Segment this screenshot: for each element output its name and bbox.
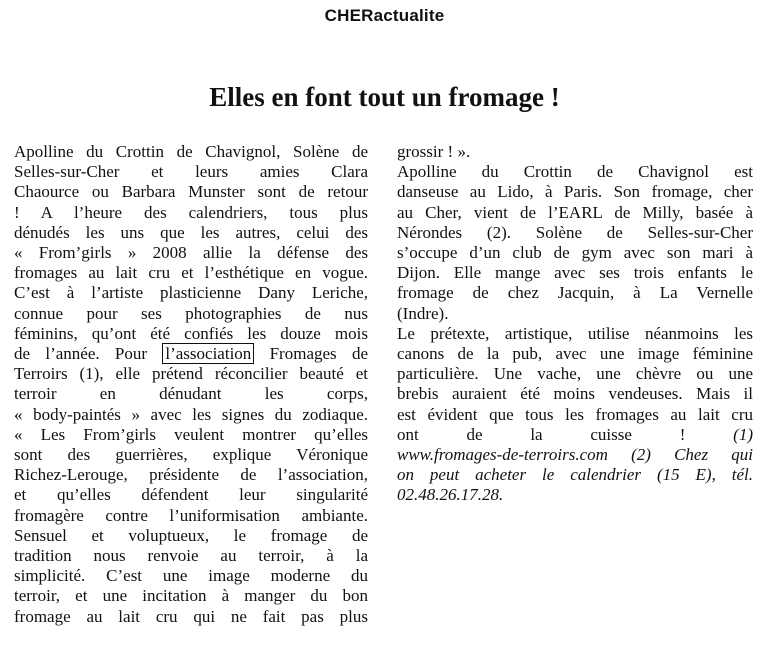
source-note-line: 02.48.26.17.28.	[397, 485, 504, 505]
text-line: Terroirs (1), elle prétend réconcilier beauté et	[14, 364, 368, 384]
text-line: dénudés les uns que les autres, celui des	[14, 222, 368, 242]
text-line: danseuse au Lido, à Paris. Son fromage, cher	[397, 182, 753, 202]
text-line: fromage de chez Jacquin, à La Vernelle	[397, 283, 753, 303]
article-title: Elles en font tout un fromage !	[209, 82, 560, 112]
text-line: fromages au lait cru et l’esthétique en vogue.	[14, 263, 368, 283]
text-line: au Cher, vient de l’EARL de Milly, basée à	[397, 202, 753, 222]
text-line: brebis auraient été moins vendeuses. Mais il	[397, 384, 753, 404]
source-note-line: on peut acheter le calendrier (15 E), tél.	[397, 465, 753, 485]
text-line: Apolline du Crottin de Chavignol est	[397, 162, 753, 182]
text-line: sont des guerrières, explique Véronique	[14, 445, 368, 465]
text-line: connue pour ses photographies de nus	[14, 303, 368, 323]
publication-header: CHERactualite	[324, 6, 445, 25]
text-line: fromagère contre l’uniformisation ambiante.	[14, 505, 368, 525]
article-column-left	[14, 142, 368, 627]
association-highlight: l’association	[162, 343, 254, 364]
text-line: ! A l’heure des calendriers, tous plus	[14, 202, 368, 222]
text-line: canons de la pub, avec une image féminine	[397, 344, 753, 364]
text-line: est évident que tous les fromages au lait cru	[397, 404, 753, 424]
text-line: Sensuel et voluptueux, le fromage de	[14, 525, 368, 545]
text-line: terroir, et une incitation à manger du bon	[14, 586, 368, 606]
text-line: « body-paintés » avec les signes du zodiaque.	[14, 404, 368, 424]
text-line: grossir ! ».	[397, 142, 471, 161]
source-note-line: www.fromages-de-terroirs.com (2) Chez qui	[397, 445, 753, 465]
text-line: s’occupe d’un club de gym avec son mari à	[397, 243, 753, 263]
text-line: féminins, qu’ont été confiés les douze mois	[14, 323, 368, 343]
article-column-right	[397, 142, 753, 506]
text-line: Richez-Lerouge, présidente de l’association,	[14, 465, 368, 485]
text-line: (Indre).	[397, 303, 449, 323]
text-line: particulière. Une vache, une chèvre ou une	[397, 364, 753, 384]
text-segment: de l’année. Pour	[14, 344, 163, 364]
text-segment: Fromages de	[254, 344, 369, 364]
text-line: C’est à l’artiste plasticienne Dany Leriche,	[14, 283, 368, 303]
text-line: Nérondes (2). Solène de Selles-sur-Cher	[397, 222, 753, 242]
text-line: Dijon. Elle mange avec ses trois enfants le	[397, 263, 753, 283]
text-line: simplicité. C’est une image moderne du	[14, 566, 368, 586]
text-line	[397, 425, 753, 445]
text-line: tradition nous renvoie au terroir, à la	[14, 546, 368, 566]
text-line: Le prétexte, artistique, utilise néanmoins les	[397, 323, 753, 343]
text-line: Apolline du Crottin de Chavignol, Solène de	[14, 142, 368, 161]
text-line: « From’girls » 2008 allie la défense des	[14, 243, 368, 263]
text-line: « Les From’girls veulent montrer qu’elles	[14, 424, 368, 444]
text-line: et qu’elles défendent leur singularité	[14, 485, 368, 505]
text-line: terroir en dénudant les corps,	[14, 384, 368, 404]
text-line: fromage au lait cru qui ne fait pas plus	[14, 606, 368, 626]
text-segment: ont de la cuisse !	[397, 424, 734, 444]
text-line: Chaource ou Barbara Munster sont de retour	[14, 182, 368, 202]
footnote-ref: (1)	[733, 424, 753, 444]
text-line: Selles-sur-Cher et leurs amies Clara	[14, 162, 368, 182]
text-line	[14, 344, 368, 364]
